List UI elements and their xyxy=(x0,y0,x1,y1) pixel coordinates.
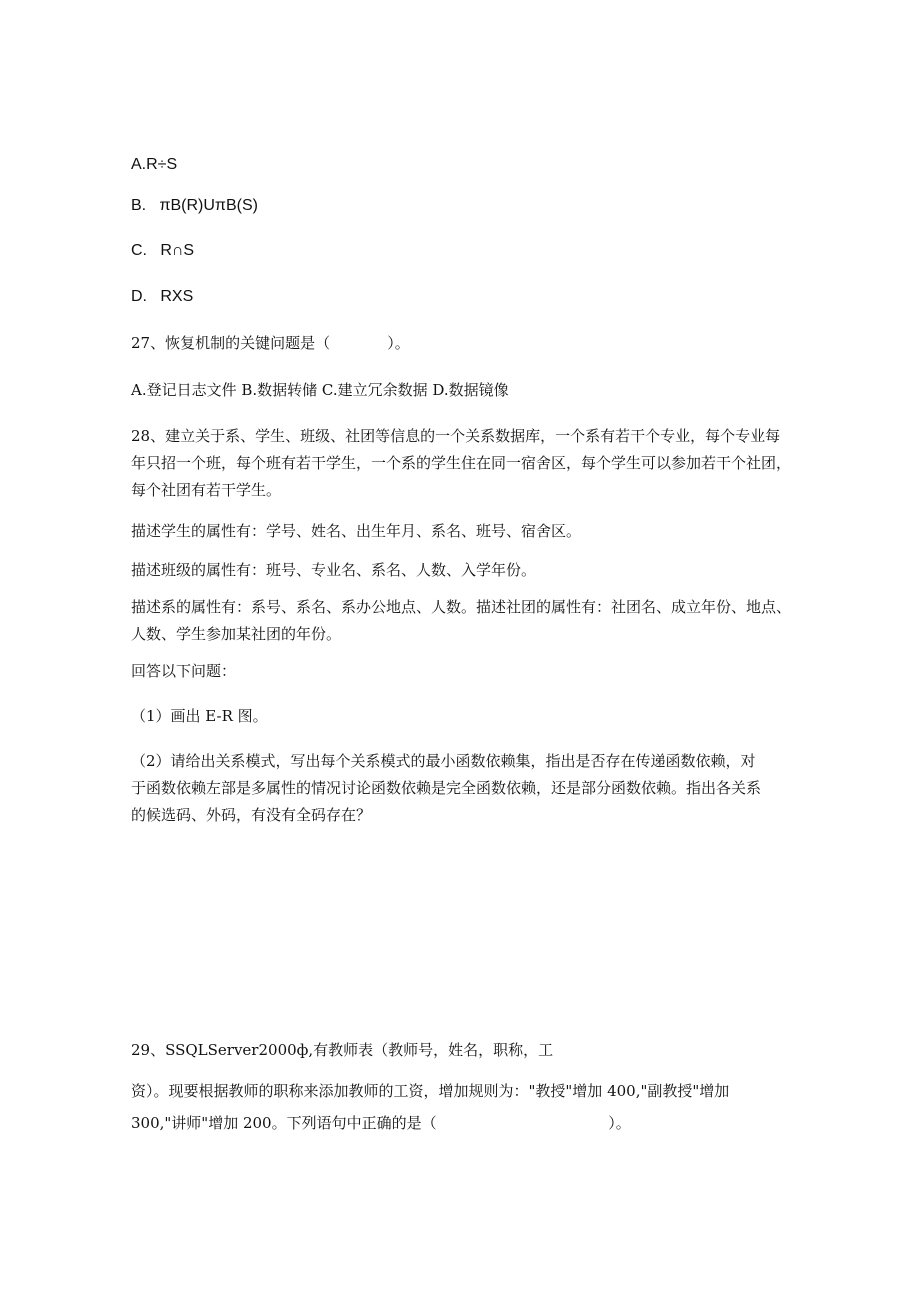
sub-question-2-line: 于函数依赖左部是多属性的情况讨论函数依赖是完全函数依赖，还是部分函数依赖。指出各关系 xyxy=(131,779,762,797)
class-attributes: 描述班级的属性有：班号、专业名、系名、人数、入学年份。 xyxy=(131,561,537,579)
question-28-stem-line: 每个社团有若干学生。 xyxy=(131,481,282,499)
sub-question-1: （1）画出 E-R 图。 xyxy=(131,707,268,725)
question-27-stem: 27、恢复机制的关键问题是（ ）。 xyxy=(131,334,410,352)
question-28-stem xyxy=(131,423,795,504)
option-26-d: D. RXS xyxy=(131,288,194,305)
department-attributes-line: 人数、学生参加某社团的年份。 xyxy=(131,625,342,643)
answer-prompt: 回答以下问题： xyxy=(131,662,237,680)
question-28-stem-line: 28、建立关于系、学生、班级、社团等信息的一个关系数据库，一个系有若干个专业，每个专业每 xyxy=(131,427,781,445)
sub-question-2-line: 的候选码、外码，有没有全码存在？ xyxy=(131,806,372,824)
question-28-stem-line: 年只招一个班，每个班有若干学生，一个系的学生住在同一宿舍区，每个学生可以参加若干个社团， xyxy=(131,454,792,472)
sub-question-2-line: （2）请给出关系模式，写出每个关系模式的最小函数依赖集，指出是否存在传递函数依赖，对 xyxy=(131,752,756,770)
question-29-line-3: 300,"讲师"增加 200。下列语句中正确的是（ ）。 xyxy=(131,1114,631,1132)
question-29-line-2: 资）。现要根据教师的职称来添加教师的工资，增加规则为："教授"增加 400,"副教授"增加 xyxy=(131,1082,730,1100)
department-club-attributes xyxy=(131,594,795,648)
question-29-line-1: 29、SSQLServer2000ф,有教师表（教师号，姓名，职称，工 xyxy=(131,1041,554,1059)
option-26-a: A.R÷S xyxy=(131,156,178,173)
option-26-b: B. πB(R)UπB(S) xyxy=(131,197,258,214)
question-27-options: A.登记日志文件 B.数据转储 C.建立冗余数据 D.数据镜像 xyxy=(131,381,509,399)
student-attributes: 描述学生的属性有：学号、姓名、出生年月、系名、班号、宿舍区。 xyxy=(131,522,582,540)
sub-question-2 xyxy=(131,748,795,829)
department-attributes-line: 描述系的属性有：系号、系名、系办公地点、人数。描述社团的属性有：社团名、成立年份、地点、 xyxy=(131,598,792,616)
option-26-c: C. R∩S xyxy=(131,242,195,259)
